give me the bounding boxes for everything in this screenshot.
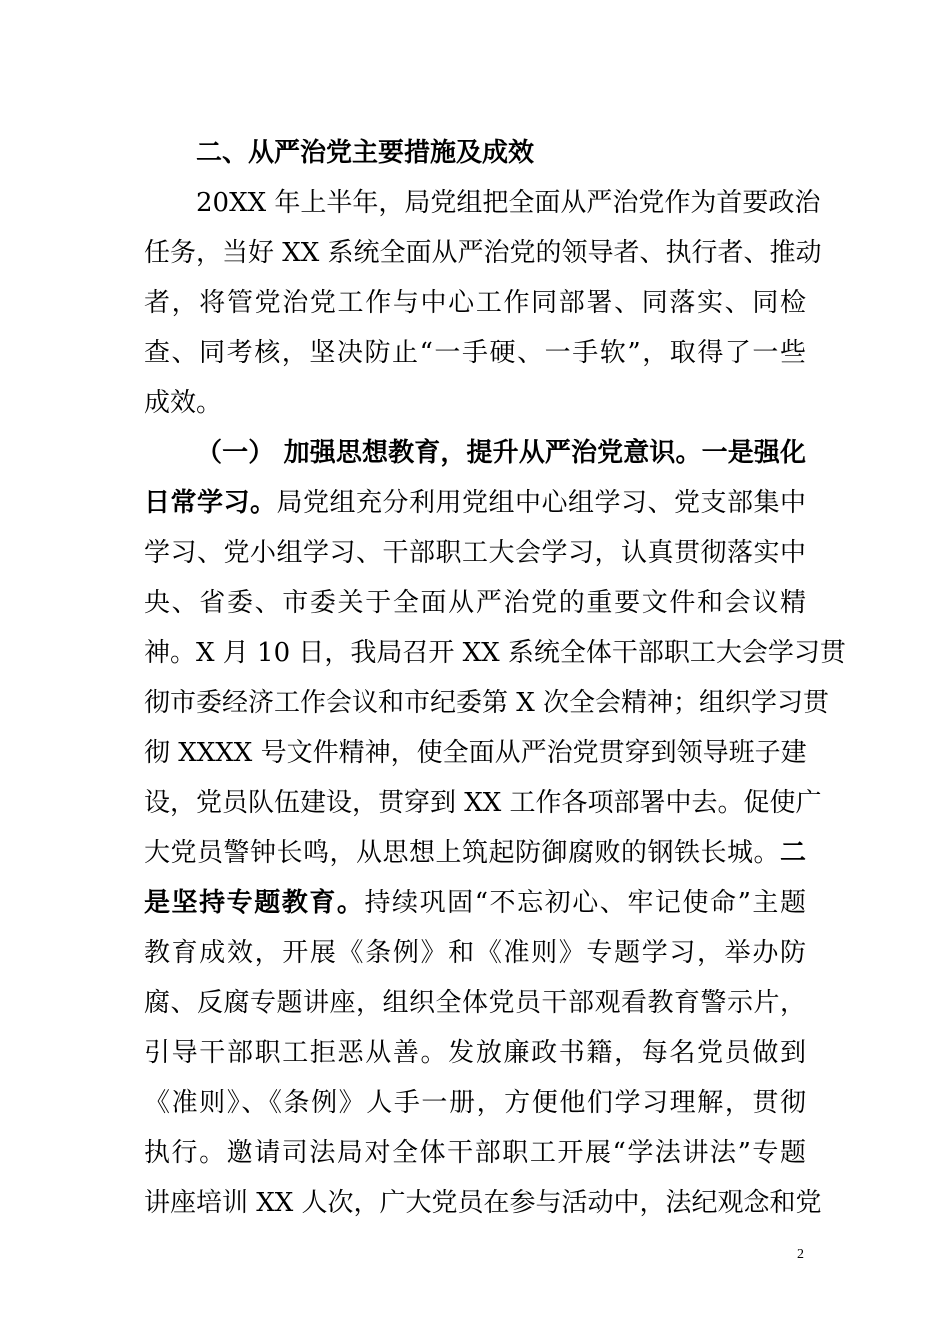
intro-line: 任务，当好 XX 系统全面从严治党的领导者、执行者、推动 [144, 238, 822, 268]
paragraph-text: 大党员警钟长鸣，从思想上筑起防御腐败的钢铁长城。 [144, 838, 780, 868]
paragraph-line [144, 828, 806, 878]
paragraph-line: 学习、党小组学习、干部职工大会学习，认真贯彻落实中 [144, 538, 806, 568]
intro-line: 者，将管党治党工作与中心工作同部署、同落实、同检 [144, 288, 806, 318]
paragraph-line [144, 478, 806, 528]
paragraph-line: 腐、反腐专题讲座，组织全体党员干部观看教育警示片， [144, 988, 806, 1018]
page-number: 2 [797, 1247, 804, 1262]
bold-lead: 二 [779, 838, 806, 868]
intro-line: 查、同考核，坚决防止“一手硬、一手软”，取得了一些 [144, 338, 806, 368]
paragraph-line: 彻市委经济工作会议和市纪委第 X 次全会精神；组织学习贯 [144, 688, 830, 718]
paragraph-line: 讲座培训 XX 人次，广大党员在参与活动中，法纪观念和党 [144, 1188, 822, 1218]
paragraph-line: 教育成效，开展《条例》和《准则》专题学习，举办防 [144, 938, 806, 968]
bold-lead: 日常学习。 [144, 488, 277, 518]
paragraph-line: 央、省委、市委关于全面从严治党的重要文件和会议精 [144, 588, 806, 618]
intro-line: 成效。 [144, 388, 223, 418]
paragraph-line [144, 878, 806, 928]
paragraph-line: 彻 XXXX 号文件精神，使全面从严治党贯穿到领导班子建 [144, 738, 807, 768]
bold-lead: 是坚持专题教育。 [144, 888, 365, 918]
paragraph-text: 持续巩固“不忘初心、牢记使命”主题 [364, 888, 806, 918]
paragraph-line: 执行。邀请司法局对全体干部职工开展“学法讲法”专题 [144, 1138, 806, 1168]
paragraph-line: 神。X 月 10 日，我局召开 XX 系统全体干部职工大会学习贯 [144, 638, 846, 668]
intro-line: 20XX 年上半年，局党组把全面从严治党作为首要政治 [196, 188, 821, 218]
paragraph-line: 设，党员队伍建设，贯穿到 XX 工作各项部署中去。促使广 [144, 788, 822, 818]
paragraph-line: 引导干部职工拒恶从善。发放廉政书籍，每名党员做到 [144, 1038, 806, 1068]
subsection-heading: （一） 加强思想教育，提升从严治党意识。一是强化 [196, 438, 806, 468]
paragraph-text: 局党组充分利用党组中心组学习、党支部集中 [276, 488, 806, 518]
section-heading: 二、从严治党主要措施及成效 [196, 138, 535, 168]
paragraph-line: 《准则》、《条例》人手一册，方便他们学习理解，贯彻 [144, 1088, 806, 1118]
